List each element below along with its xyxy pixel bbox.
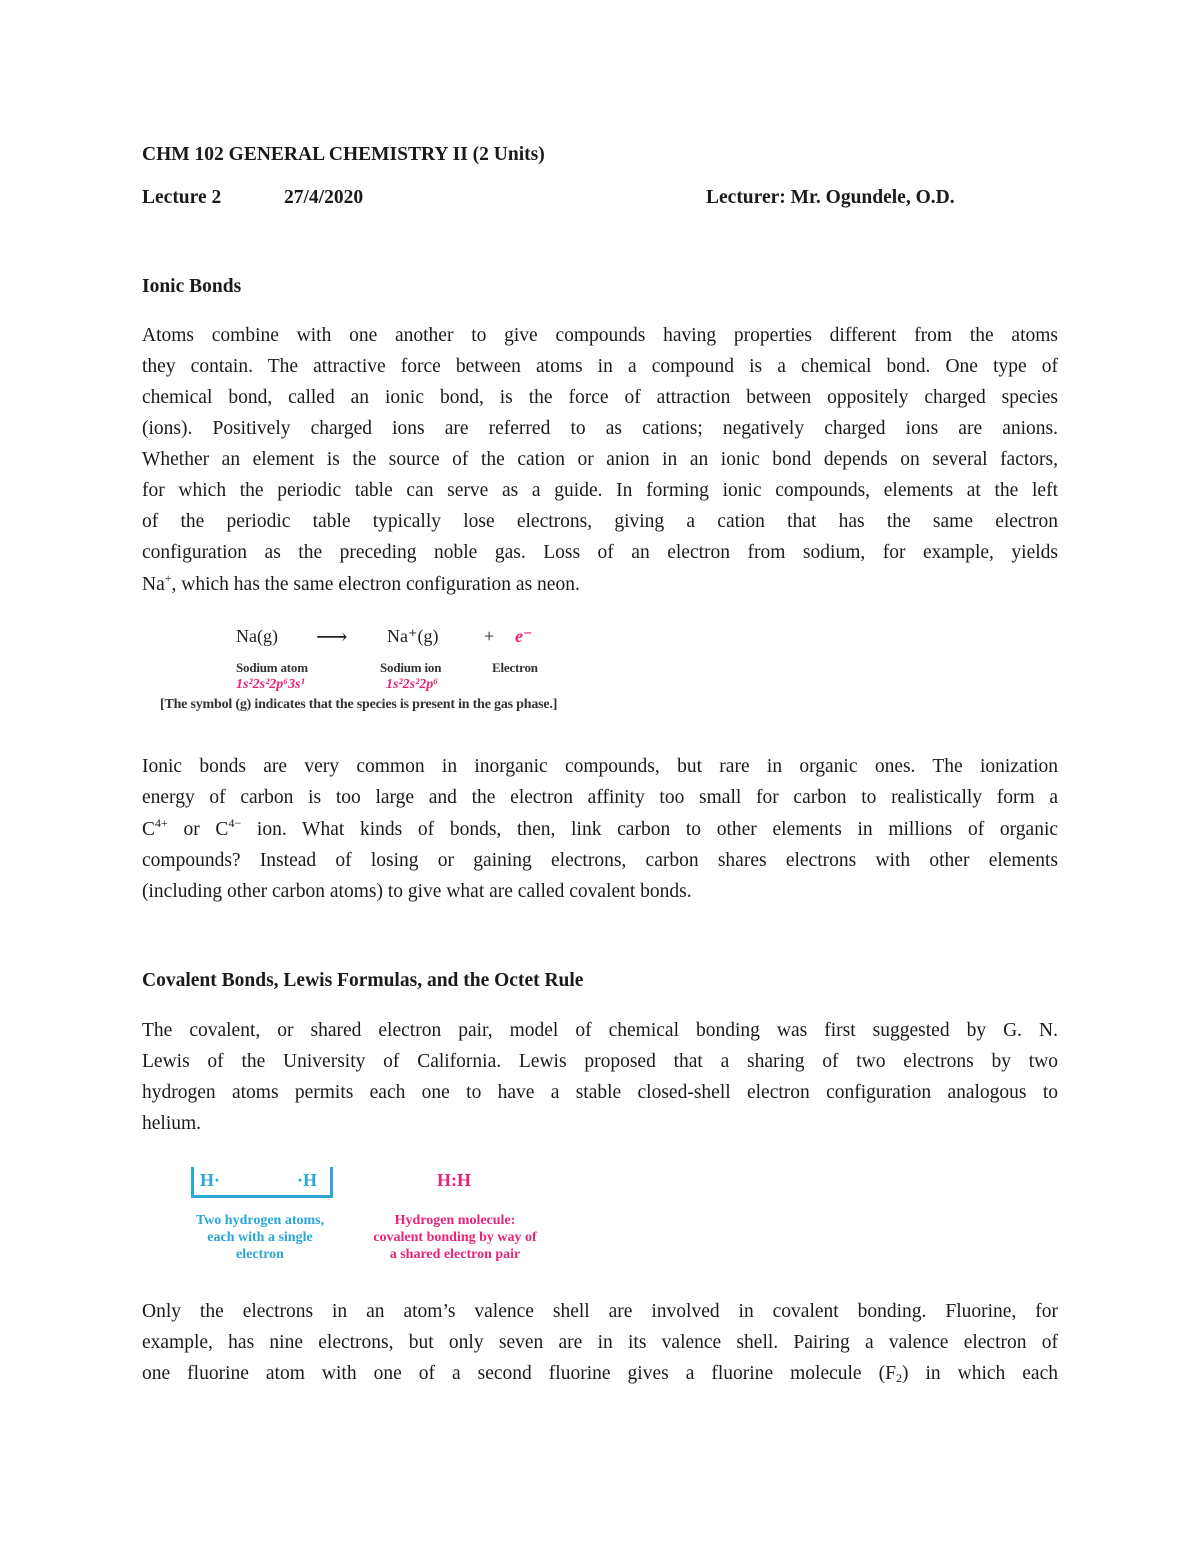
- reactant-formula: Na(g): [236, 626, 278, 646]
- text-line: they contain. The attractive force between atoms in a compound is a chemical bond. One type of: [142, 356, 1058, 377]
- caption-line: Two hydrogen atoms,: [195, 1213, 325, 1228]
- section-heading-covalent-bonds: Covalent Bonds, Lewis Formulas, and the Octet Rule: [142, 970, 584, 991]
- plus-sign: +: [484, 626, 495, 646]
- caption-line: Hydrogen molecule:: [394, 1213, 516, 1228]
- caption-line: a shared electron pair: [389, 1247, 521, 1262]
- electron-symbol: e⁻: [515, 626, 533, 646]
- text-line: of the periodic table typically lose electrons, giving a cation that has the same electron: [142, 511, 1058, 532]
- text-span: one fluorine atom with one of a second fluorine gives a fluorine molecule (F: [142, 1363, 896, 1384]
- text-line: Whether an element is the source of the cation or anion in an ionic bond depends on several factors,: [142, 449, 1058, 470]
- hydrogen-atom-left: H·: [200, 1170, 221, 1190]
- caption-line: electron: [236, 1247, 284, 1262]
- text-line: Ionic bonds are very common in inorganic compounds, but rare in organic ones. The ionization: [142, 756, 1058, 777]
- caption-line: covalent bonding by way of: [373, 1230, 537, 1245]
- text-line: compounds? Instead of losing or gaining electrons, carbon shares electrons with other elements: [142, 850, 1058, 871]
- product-label: Sodium ion: [380, 660, 442, 675]
- text-span: ) in which each: [901, 1363, 1058, 1384]
- text-line: example, has nine electrons, but only seven are in its valence shell. Pairing a valence electron of: [142, 1332, 1058, 1353]
- text-line: (ions). Positively charged ions are referred to as cations; negatively charged ions are anions.: [142, 418, 1058, 439]
- reactant-electron-configuration: 1s²2s²2p⁶3s¹: [236, 677, 305, 692]
- electron-label: Electron: [492, 660, 538, 675]
- caption-hydrogen-atoms: [170, 1212, 350, 1263]
- text-span: ion. What kinds of bonds, then, link carbon to other elements in millions of organic: [241, 819, 1059, 840]
- reaction-arrow: ⟶: [316, 624, 348, 649]
- lecturer-name: Lecturer: Mr. Ogundele, O.D.: [706, 187, 955, 208]
- product-electron-configuration: 1s²2s²2p⁶: [386, 677, 439, 692]
- text-line: [142, 1358, 1058, 1389]
- text-line: Lewis of the University of California. Lewis proposed that a sharing of two electrons by two: [142, 1051, 1058, 1072]
- lecture-number: Lecture 2: [142, 187, 222, 208]
- gas-phase-note: [The symbol (g) indicates that the species is present in the gas phase.]: [160, 697, 558, 712]
- text-span: or C: [167, 819, 229, 840]
- hydrogen-atom-right: ·H: [297, 1170, 318, 1190]
- text-line: (including other carbon atoms) to give what are called covalent bonds.: [142, 881, 692, 902]
- fluorine-subscript: 2: [895, 1371, 902, 1385]
- text-line: chemical bond, called an ionic bond, is the force of attraction between oppositely charged species: [142, 387, 1058, 408]
- section-heading-ionic-bonds: Ionic Bonds: [142, 276, 242, 297]
- carbon-charge-positive: 4+: [155, 816, 168, 830]
- text-line: The covalent, or shared electron pair, model of chemical bonding was first suggested by G. N.: [142, 1020, 1058, 1041]
- lecture-date: 27/4/2020: [284, 187, 364, 208]
- text-line: configuration as the preceding noble gas. Loss of an electron from sodium, for example, yields: [142, 542, 1058, 563]
- text-span: , which has the same electron configuration as neon.: [171, 574, 580, 595]
- text-line: [142, 569, 1058, 600]
- text-line: Only the electrons in an atom’s valence shell are involved in covalent bonding. Fluorine, for: [142, 1301, 1058, 1322]
- carbon-symbol: C: [142, 819, 156, 840]
- text-line: [142, 814, 1058, 845]
- text-line: energy of carbon is too large and the electron affinity too small for carbon to realistically form a: [142, 787, 1058, 808]
- caption-hydrogen-molecule: [360, 1212, 550, 1263]
- text-line: for which the periodic table can serve as a guide. In forming ionic compounds, elements at the left: [142, 480, 1058, 501]
- text-line: helium.: [142, 1113, 202, 1134]
- sodium-symbol: Na: [142, 574, 165, 595]
- carbon-charge-negative: 4−: [228, 816, 242, 830]
- caption-line: each with a single: [207, 1230, 313, 1245]
- sodium-charge: +: [164, 571, 172, 585]
- text-line: Atoms combine with one another to give compounds having properties different from the atoms: [142, 325, 1058, 346]
- text-line: hydrogen atoms permits each one to have a stable closed-shell electron configuration analogous to: [142, 1082, 1058, 1103]
- reactant-label: Sodium atom: [236, 660, 308, 675]
- hydrogen-molecule: H:H: [437, 1170, 471, 1190]
- product-formula: Na⁺(g): [387, 626, 439, 646]
- course-title: CHM 102 GENERAL CHEMISTRY II (2 Units): [142, 144, 545, 165]
